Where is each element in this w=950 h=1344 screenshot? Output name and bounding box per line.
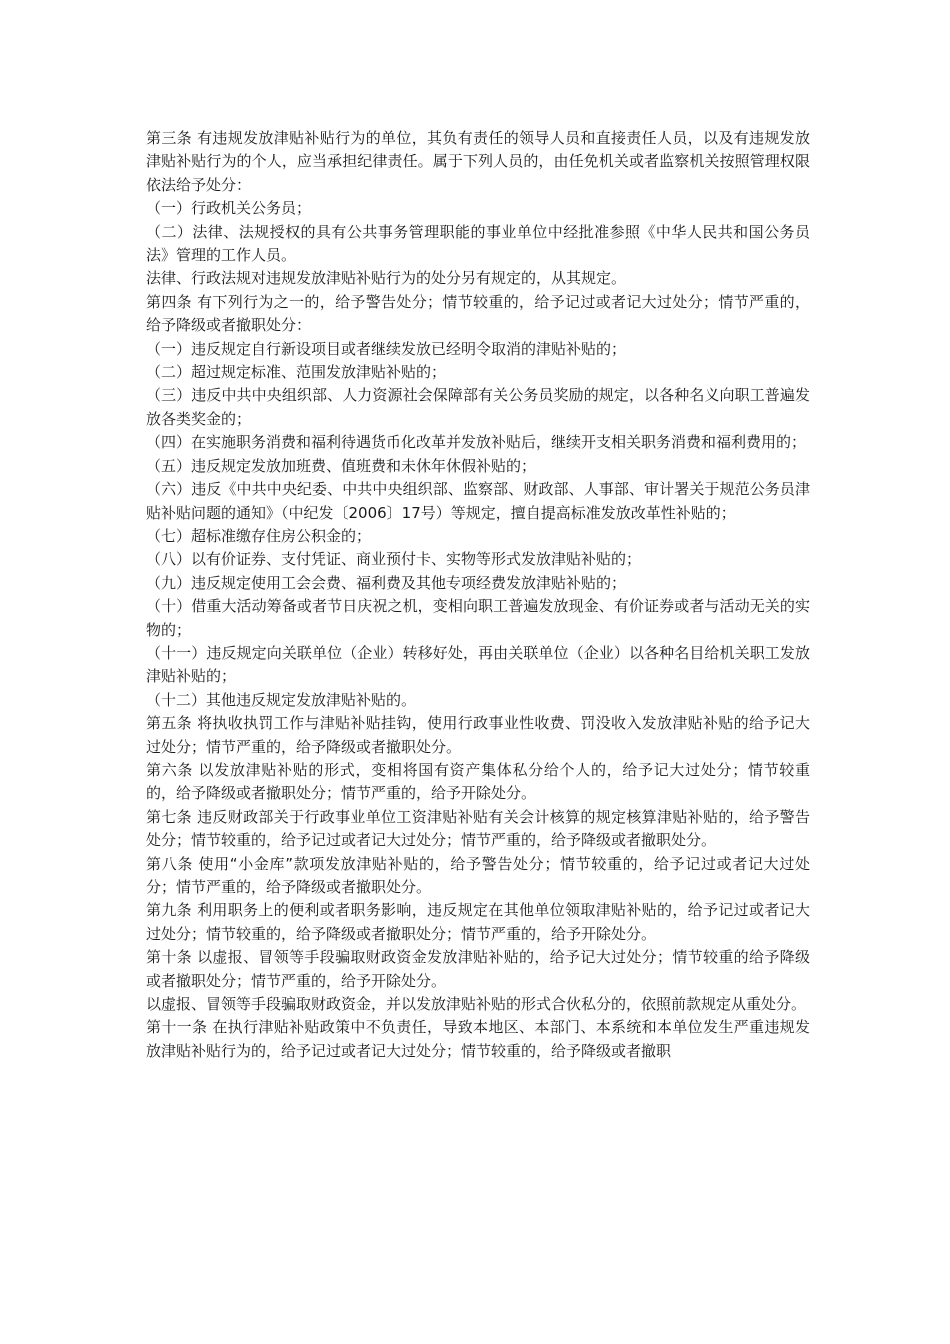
list-item-3: （三）违反中共中央组织部、人力资源社会保障部有关公务员奖励的规定，以各种名义向职工普遍发放各类奖金的；: [146, 386, 810, 428]
list-item-1: （一）行政机关公务员；: [146, 199, 312, 218]
paragraph-article-10: 第十条 以虚报、冒领等手段骗取财政资金发放津贴补贴的，给予记大过处分；情节较重的给予降级或者撤职处分；情节严重的，给予开除处分。: [146, 948, 810, 990]
paragraph-article-4: 第四条 有下列行为之一的，给予警告处分；情节较重的，给予记过或者记大过处分；情节严重的，给予降级或者撤职处分：: [146, 292, 810, 335]
list-item-2: （二）法律、法规授权的具有公共事务管理职能的事业单位中经批准参照《中华人民共和国公务员法》管理的工作人员。: [146, 222, 810, 265]
list-item-5: （五）违反规定发放加班费、值班费和未休年休假补贴的；: [146, 456, 537, 475]
list-item-4: （四）在实施职务消费和福利待遇货币化改革并发放补贴后，继续开支相关职务消费和福利费用的；: [146, 433, 807, 452]
paragraph-note: 法律、行政法规对违规发放津贴补贴行为的处分另有规定的，从其规定。: [146, 269, 627, 288]
list-item-12: （十二）其他违反规定发放津贴补贴的。: [146, 690, 417, 709]
list-item-10: （十）借重大活动筹备或者节日庆祝之机，变相向职工普遍发放现金、有价证券或者与活动无关的实物的；: [146, 597, 810, 639]
paragraph-article-5: 第五条 将执收执罚工作与津贴补贴挂钩，使用行政事业性收费、罚没收入发放津贴补贴的给予记大过处分；情节严重的，给予降级或者撤职处分。: [146, 714, 810, 756]
list-item-2: （二）超过规定标准、范围发放津贴补贴的；: [146, 363, 447, 382]
paragraph-article-9: 第九条 利用职务上的便利或者职务影响，违反规定在其他单位领取津贴补贴的，给予记过或者记大过处分；情节较重的，给予降级或者撤职处分；情节严重的，给予开除处分。: [146, 901, 810, 943]
paragraph-article-8: 第八条 使用“小金库”款项发放津贴补贴的，给予警告处分；情节较重的，给予记过或者记大过处分；情节严重的，给予降级或者撤职处分。: [146, 854, 810, 896]
list-item-6: （六）违反《中共中央纪委、中共中央组织部、监察部、财政部、人事部、审计署关于规范公务员津贴补贴问题的通知》（中纪发〔2006〕17号）等规定，擅自提高标准发放改革性补贴的；: [146, 480, 810, 522]
list-item-1: （一）违反规定自行新设项目或者继续发放已经明令取消的津贴补贴的；: [146, 339, 627, 358]
paragraph-article-6: 第六条 以发放津贴补贴的形式，变相将国有资产集体私分给个人的，给予记大过处分；情节较重的，给予降级或者撤职处分；情节严重的，给予开除处分。: [146, 760, 810, 803]
list-item-9: （九）违反规定使用工会会费、福利费及其他专项经费发放津贴补贴的；: [146, 573, 627, 592]
document-body: [146, 127, 810, 1063]
paragraph-article-10-sub: 以虚报、冒领等手段骗取财政资金，并以发放津贴补贴的形式合伙私分的，依照前款规定从重处分。: [146, 995, 807, 1014]
paragraph-article-11: 第十一条 在执行津贴补贴政策中不负责任，导致本地区、本部门、本系统和本单位发生严重违规发放津贴补贴行为的，给予记过或者记大过处分；情节较重的，给予降级或者撤职: [146, 1018, 810, 1060]
list-item-11: （十一）违反规定向关联单位（企业）转移好处，再由关联单位（企业）以各种名目给机关职工发放津贴补贴的；: [146, 643, 810, 686]
list-item-7: （七）超标准缴存住房公积金的；: [146, 526, 372, 545]
paragraph-article-7: 第七条 违反财政部关于行政事业单位工资津贴补贴有关会计核算的规定核算津贴补贴的，给予警告处分；情节较重的，给予记过或者记大过处分；情节严重的，给予降级或者撤职处分。: [146, 807, 810, 850]
list-item-8: （八）以有价证券、支付凭证、商业预付卡、实物等形式发放津贴补贴的；: [146, 550, 642, 569]
paragraph-article-3: 第三条 有违规发放津贴补贴行为的单位，其负有责任的领导人员和直接责任人员，以及有违规发放津贴补贴行为的个人，应当承担纪律责任。属于下列人员的，由任免机关或者监察机关按照管理权限依法给予处分：: [146, 129, 810, 194]
